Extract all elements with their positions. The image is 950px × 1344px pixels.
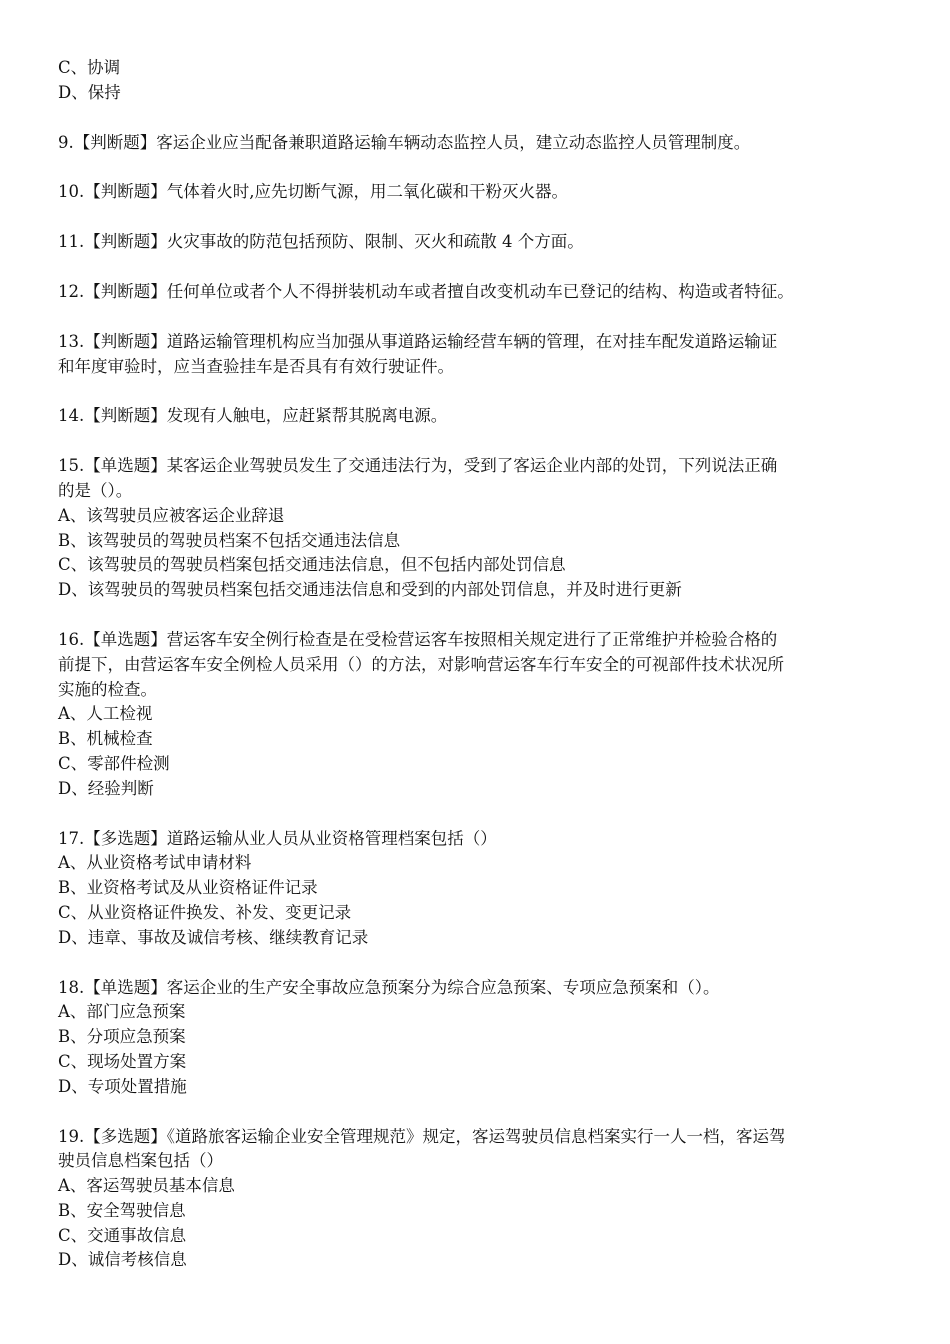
question-stem-line: 16.【单选题】营运客车安全例行检查是在受检营运客车按照相关规定进行了正常维护并检验合格的 <box>58 629 778 649</box>
option-line: A、该驾驶员应被客运企业辞退 <box>58 505 285 525</box>
question-stem-line: 12.【判断题】任何单位或者个人不得拼装机动车或者擅自改变机动车已登记的结构、构造或者特征。 <box>58 281 794 301</box>
option-line: D、专项处置措施 <box>58 1076 187 1096</box>
option-line: C、从业资格证件换发、补发、变更记录 <box>58 902 352 922</box>
question-item <box>58 180 900 205</box>
question-item <box>58 404 900 429</box>
option-line: D、违章、事故及诚信考核、继续教育记录 <box>58 927 369 947</box>
option-line: A、客运驾驶员基本信息 <box>58 1176 235 1196</box>
option-line: C、该驾驶员的驾驶员档案包括交通违法信息，但不包括内部处罚信息 <box>58 555 566 575</box>
option-line: C、现场处置方案 <box>58 1051 187 1071</box>
option-line: B、该驾驶员的驾驶员档案不包括交通违法信息 <box>58 530 401 550</box>
question-stem-line: 10.【判断题】气体着火时,应先切断气源，用二氧化碳和干粉灭火器。 <box>58 182 568 202</box>
question-stem-line: 前提下，由营运客车安全例检人员采用（）的方法，对影响营运客车行车安全的可视部件技术状况所 <box>58 654 784 674</box>
question-stem-line: 14.【判断题】发现有人触电，应赶紧帮其脱离电源。 <box>58 406 448 426</box>
option-line: C、零部件检测 <box>58 753 170 773</box>
question-item <box>58 628 900 802</box>
question-stem-line: 19.【多选题】《道路旅客运输企业安全管理规范》规定，客运驾驶员信息档案实行一人一档，客运驾 <box>58 1126 786 1146</box>
question-item <box>58 827 900 951</box>
option-line: B、安全驾驶信息 <box>58 1200 186 1220</box>
option-line: D、诚信考核信息 <box>58 1250 187 1270</box>
question-item <box>58 230 900 255</box>
question-stem-line: 9.【判断题】客运企业应当配备兼职道路运输车辆动态监控人员，建立动态监控人员管理制度。 <box>58 132 751 152</box>
lead-options <box>58 56 900 106</box>
question-stem-line: 实施的检查。 <box>58 679 157 699</box>
option-line: C、协调 <box>58 58 121 77</box>
option-line: C、交通事故信息 <box>58 1225 187 1245</box>
question-item <box>58 976 900 1100</box>
question-stem-line: 17.【多选题】道路运输从业人员从业资格管理档案包括（） <box>58 828 497 848</box>
option-line: D、该驾驶员的驾驶员档案包括交通违法信息和受到的内部处罚信息，并及时进行更新 <box>58 580 682 600</box>
question-item <box>58 330 900 380</box>
question-stem-line: 的是（）。 <box>58 480 133 500</box>
option-line: D、经验判断 <box>58 778 154 798</box>
option-line: A、部门应急预案 <box>58 1002 186 1022</box>
question-list <box>58 131 900 1274</box>
question-item <box>58 454 900 603</box>
question-stem-line: 11.【判断题】火灾事故的防范包括预防、限制、灭火和疏散 4 个方面。 <box>58 232 584 252</box>
option-line: B、分项应急预案 <box>58 1027 186 1047</box>
question-stem-line: 15.【单选题】某客运企业驾驶员发生了交通违法行为，受到了客运企业内部的处罚，下列说法正确 <box>58 456 778 476</box>
question-item <box>58 280 900 305</box>
question-stem-line: 驶员信息档案包括（） <box>58 1151 223 1171</box>
option-line: A、从业资格考试申请材料 <box>58 853 252 873</box>
question-item <box>58 1125 900 1274</box>
question-item <box>58 131 900 156</box>
option-line: B、机械检查 <box>58 729 153 749</box>
option-line: D、保持 <box>58 82 121 102</box>
option-line: A、人工检视 <box>58 704 153 724</box>
question-stem-line: 13.【判断题】道路运输管理机构应当加强从事道路运输经营车辆的管理，在对挂车配发道路运输证 <box>58 331 778 351</box>
question-stem-line: 18.【单选题】客运企业的生产安全事故应急预案分为综合应急预案、专项应急预案和（）。 <box>58 977 720 997</box>
question-stem-line: 和年度审验时，应当查验挂车是否具有有效行驶证件。 <box>58 356 454 376</box>
option-line: B、业资格考试及从业资格证件记录 <box>58 878 318 898</box>
